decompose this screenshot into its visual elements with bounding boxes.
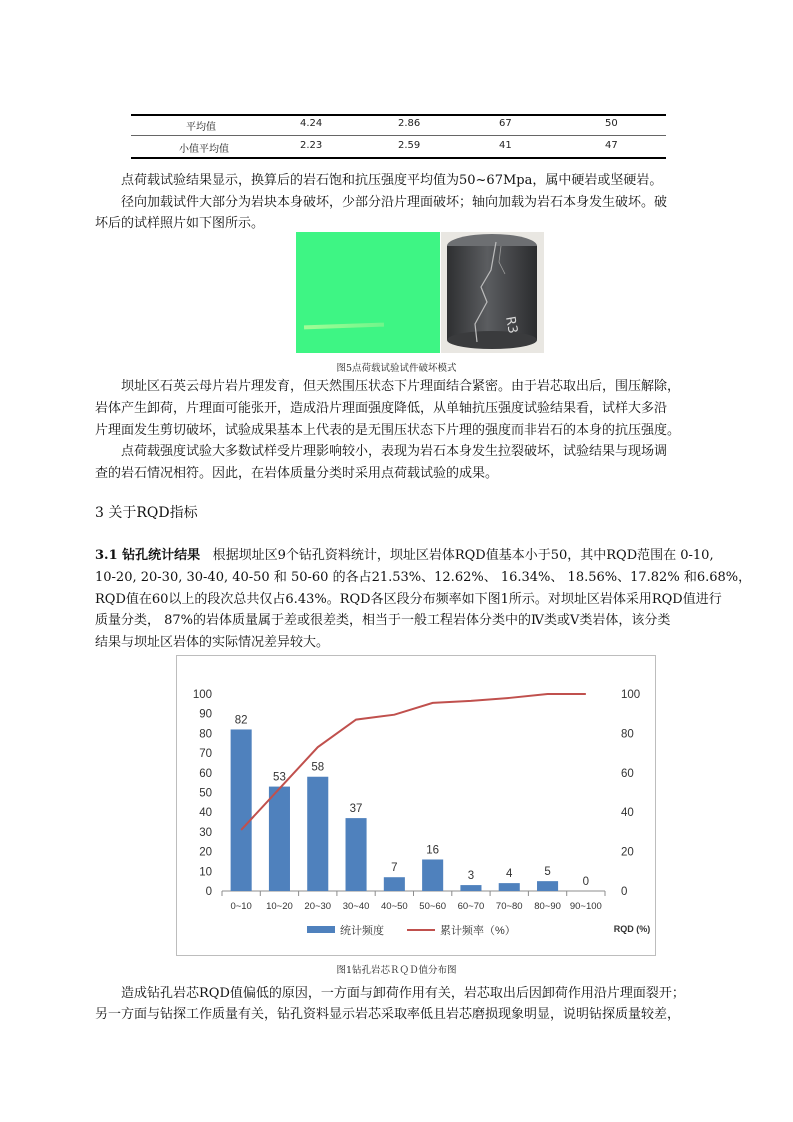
bar-10~20 — [269, 787, 290, 891]
y-left-tick-label: 30 — [199, 826, 212, 839]
section31-line3: RQD值在60以上的段次总共仅占6.43%。RQD各区段分布频率如下图1所示。对坝址区岩体采用RQD值进行 — [95, 592, 722, 607]
table-cell: 2.86 — [398, 118, 421, 129]
bar-data-label: 4 — [506, 868, 513, 881]
bar-data-label: 3 — [467, 870, 475, 883]
y-left-tick-label: 90 — [199, 708, 212, 721]
y-right-tick-label: 60 — [621, 767, 634, 780]
section31-line1 — [95, 545, 714, 567]
rock-specimen-illustration — [441, 232, 544, 353]
cumulative-frequency-line — [241, 694, 586, 830]
x-tick-label: 40~50 — [381, 901, 408, 912]
table-row — [131, 140, 666, 156]
specimen-label: R3 — [502, 315, 520, 335]
y-right-tick-label: 40 — [621, 807, 634, 820]
x-axis-label: RQD (%) — [613, 924, 651, 934]
table-cell: 50 — [605, 118, 618, 129]
x-tick-label: 10~20 — [266, 901, 293, 912]
table-cell: 47 — [605, 140, 618, 151]
paragraph-point-load-line1: 点荷载强度试验大多数试样受片理影响较小，表现为岩石本身发生拉裂破坏，试验结果与现场调 — [121, 444, 668, 459]
table-row-divider — [131, 135, 666, 136]
y-left-tick-label: 10 — [199, 866, 212, 879]
table-cell: 2.59 — [398, 140, 421, 151]
bar-data-label: 37 — [349, 803, 363, 816]
section3-heading: 3 关于RQD指标 — [95, 505, 198, 521]
table-cell: 4.24 — [300, 118, 323, 129]
specimen-streak — [304, 323, 384, 330]
legend-label-bar: 统计频度 — [340, 925, 384, 937]
legend-label-line: 累计频率（%） — [440, 925, 516, 937]
figure1-caption: 图1钻孔岩芯ＲＱＤ值分布图 — [336, 965, 457, 976]
x-tick-label: 50~60 — [419, 901, 446, 912]
y-right-tick-label: 100 — [621, 689, 641, 701]
figure5-rock-specimen-photo — [441, 232, 544, 353]
bar-50~60 — [422, 859, 443, 891]
bar-40~50 — [384, 877, 405, 891]
bar-data-label: 0 — [582, 876, 590, 888]
table-cell: 67 — [499, 118, 512, 129]
table-cell: 2.23 — [300, 140, 323, 151]
paragraph-loading-line1: 径向加载试件大部分为岩块本身破坏，少部分沿片理面破坏；轴向加载为岩石本身发生破坏。破 — [121, 195, 668, 210]
bar-60~70 — [460, 885, 481, 891]
paragraph-loading-line2: 坏后的试样照片如下图所示。 — [95, 216, 265, 231]
y-left-tick-label: 20 — [199, 846, 212, 859]
rqd-chart — [177, 656, 655, 955]
table-cell-label: 平均值 — [186, 122, 216, 133]
y-right-tick-label: 0 — [621, 886, 628, 898]
x-tick-label: 30~40 — [342, 901, 370, 912]
paragraph-point-load-line2: 查的岩石情况相符。因此，在岩体质量分类时采用点荷载试验的成果。 — [95, 466, 499, 481]
rqd-chart-frame — [176, 655, 656, 956]
y-left-tick-label: 40 — [199, 807, 212, 820]
y-left-tick-label: 70 — [199, 748, 212, 761]
table-cell-label: 小值平均值 — [179, 144, 229, 155]
paragraph-rqd-cause-line1: 造成钻孔岩芯RQD值偏低的原因，一方面与卸荷作用有关，岩芯取出后因卸荷作用沿片理面裂开； — [121, 986, 685, 1001]
x-tick-label: 20~30 — [304, 901, 332, 912]
table-top-rule — [131, 114, 666, 116]
section31-line5: 结果与坝址区岩体的实际情况差异较大。 — [95, 635, 330, 650]
section31-line2: 10-20, 20-30, 30-40, 40-50 和 50-60 的各占21.53%、12.62%、 16.34%、 18.56%、17.82% 和6.68%， — [95, 570, 752, 585]
x-tick-label: 60~70 — [457, 901, 485, 912]
y-left-tick-label: 0 — [205, 886, 212, 898]
bar-0~10 — [231, 729, 252, 891]
bar-70~80 — [499, 883, 520, 891]
y-left-tick-label: 80 — [199, 728, 212, 741]
bar-80~90 — [537, 881, 558, 891]
paragraph-rqd-cause-line2: 另一方面与钻探工作质量有关，钻孔资料显示岩芯采取率低且岩芯磨损现象明显，说明钻探质量较差， — [95, 1007, 681, 1022]
bar-data-label: 53 — [273, 771, 286, 784]
paragraph-schist-line3: 片理面发生剪切破坏，试验成果基本上代表的是无围压状态下片理的强度而非岩石的本身的抗压强度。 — [95, 423, 681, 438]
bar-data-label: 16 — [426, 844, 440, 857]
figure5-caption: 图5点荷载试验试件破坏模式 — [336, 363, 457, 374]
paragraph-schist-line2: 岩体产生卸荷，片理面可能张开，造成沿片理面强度降低，从单轴抗压强度试验结果看，试样大多沿 — [95, 401, 668, 416]
bar-data-label: 82 — [234, 714, 248, 727]
paragraph-point-load-result: 点荷载试验结果显示，换算后的岩石饱和抗压强度平均值为50~67Mpa，属中硬岩或坚硬岩。 — [121, 173, 663, 188]
section31-line4: 质量分类， 87%的岩体质量属于差或很差类，相当于一般工程岩体分类中的Ⅳ类或Ⅴ类岩体，该分类 — [95, 613, 671, 628]
bar-30~40 — [346, 818, 367, 891]
y-left-tick-label: 60 — [199, 767, 212, 780]
x-tick-label: 80~90 — [534, 901, 561, 912]
figure5-green-photo — [296, 232, 440, 353]
section31-title: 3.1 钻孔统计结果 — [95, 548, 201, 563]
y-right-tick-label: 80 — [621, 728, 634, 741]
bar-20~30 — [307, 777, 328, 891]
y-left-tick-label: 100 — [192, 689, 212, 701]
table-row — [131, 118, 666, 134]
x-tick-label: 70~80 — [495, 901, 523, 912]
y-left-tick-label: 50 — [199, 787, 212, 800]
paragraph-schist-line1: 坝址区石英云母片岩片理发育，但天然围压状态下片理面结合紧密。由于岩芯取出后，围压解除， — [121, 379, 681, 394]
x-tick-label: 0~10 — [230, 901, 252, 912]
y-right-tick-label: 20 — [621, 846, 634, 859]
section31-text: 根据坝址区9个钻孔资料统计，坝址区岩体RQD值基本小于50，其中RQD范围在 0-10, — [212, 548, 714, 563]
table-bottom-rule — [131, 157, 666, 159]
bar-data-label: 5 — [544, 866, 551, 879]
bar-data-label: 58 — [311, 761, 325, 774]
legend-swatch-bar — [307, 926, 335, 933]
bar-data-label: 7 — [391, 862, 398, 875]
x-tick-label: 90~100 — [569, 901, 602, 912]
table-cell: 41 — [499, 140, 512, 151]
